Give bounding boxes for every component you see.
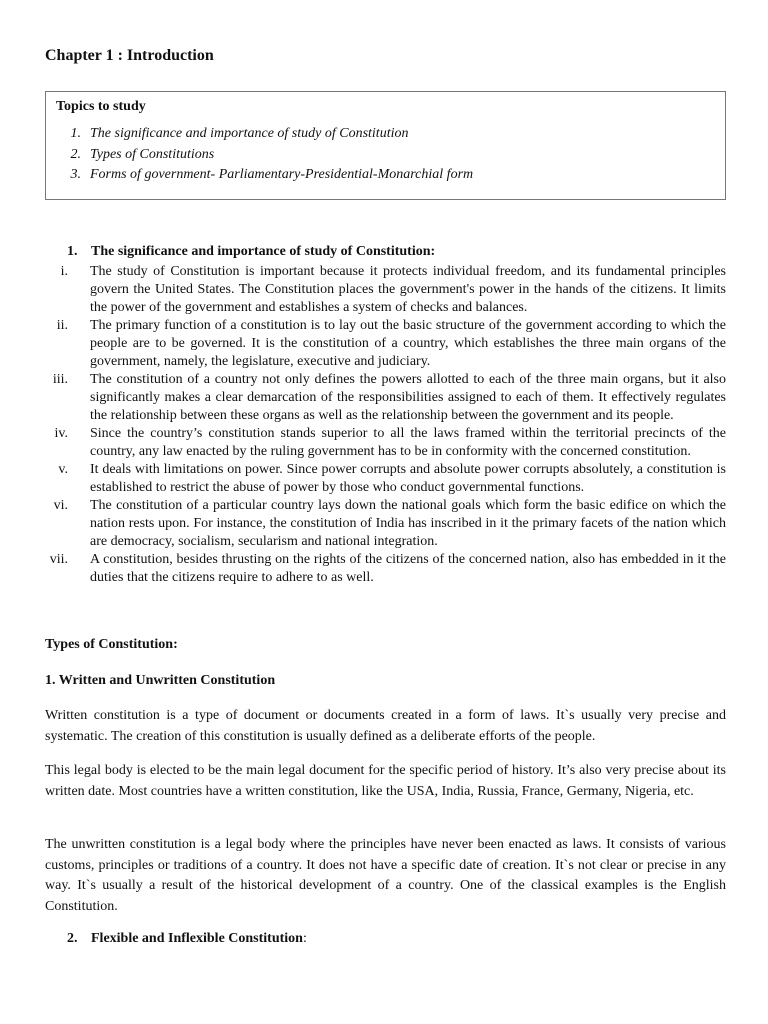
list-item: [45, 317, 726, 371]
topics-list: [46, 124, 473, 186]
item-number: v.: [58, 462, 68, 477]
significance-list: [45, 263, 726, 587]
list-item: [45, 425, 726, 461]
list-item: [46, 145, 473, 166]
list-item: [45, 461, 726, 497]
item-text: Types of Constitutions: [90, 146, 215, 162]
item-text: The primary function of a constitution is to lay out the basic structure of the government according to which the people are to be governed. It is the constitution of a country, which establishes the three main organs of the government, namely, the legislature, executive and judiciary.: [90, 318, 726, 369]
list-item: [45, 497, 726, 551]
item-text: The significance and importance of study of Constitution: [90, 126, 409, 141]
item-number: iv.: [54, 426, 68, 441]
list-item: [45, 551, 726, 587]
topics-heading: Topics to study: [56, 99, 146, 114]
page-title: Chapter 1 : Introduction: [45, 47, 214, 64]
paragraph: Written constitution is a type of document or documents created in a form of laws. It`s usually very precise and systematic. The creation of this constitution is usually defined as a deliberate efforts of the people.: [45, 708, 726, 744]
section-heading: [67, 244, 435, 260]
types-heading: Types of Constitution:: [45, 637, 178, 652]
paragraph: The unwritten constitution is a legal body where the principles have never been enacted as laws. It consists of various customs, principles or traditions of a country. It does not have a specific date of creation. It`s not clear or precise in any way. It`s usually a result of the historical development of a country. One of the classical examples is the English Constitution.: [45, 837, 726, 914]
item-text: Forms of government- Parliamentary-Presidential-Monarchial form: [90, 167, 474, 182]
list-item: [46, 165, 473, 186]
list-item: [45, 371, 726, 425]
flexible-heading: [67, 929, 748, 950]
paragraph: This legal body is elected to be the main legal document for the specific period of history. It’s also very precise about its written date. Most countries have a written constitution, like the USA, India, Russia, France, Germany, Nigeria, etc.: [45, 763, 726, 799]
item-number: iii.: [52, 372, 68, 387]
item-number: 3.: [70, 167, 81, 182]
item-number: 2.: [70, 146, 81, 162]
item-text: The study of Constitution is important because it protects individual freedom, and its fundamental principles govern the United States. The Constitution places the government's power in the hands of the citizens. It limits the power of the government and establishes a system of checks and balances.: [90, 264, 726, 315]
topics-box: [45, 91, 726, 200]
written-heading: 1. Written and Unwritten Constitution: [45, 673, 276, 688]
item-number: ii.: [56, 318, 68, 333]
item-text: The constitution of a particular country lays down the national goals which form the basic edifice on which the nation rests upon. For instance, the constitution of India has inscribed in it the primary facets of the nation which are democracy, socialism, secularism and national integration.: [90, 498, 726, 549]
item-text: The constitution of a country not only defines the powers allotted to each of the three main organs, but it also significantly makes a clear demarcation of the responsibilities assigned to each of them. It effectively regulates the relationship between these organs as well as the relationship between the government and its people.: [90, 372, 726, 423]
list-item: [46, 124, 473, 145]
colon: :: [302, 931, 307, 946]
list-item: [45, 263, 726, 317]
item-number: 1.: [70, 126, 81, 141]
item-number: vi.: [53, 498, 68, 513]
section-number: 1.: [67, 244, 78, 259]
item-text: Since the country’s constitution stands superior to all the laws framed within the territorial precincts of the country, any law enacted by the ruling government has to be in conformity with the concerned constitution.: [90, 426, 726, 459]
section-title: The significance and importance of study of Constitution:: [91, 244, 436, 259]
item-text: A constitution, besides thrusting on the rights of the citizens of the concerned nation, also has embedded in it the duties that the citizens require to adhere to as well.: [90, 552, 726, 585]
item-number: i.: [60, 264, 68, 279]
section-title: Flexible and Inflexible Constitution: [91, 931, 303, 946]
item-text: It deals with limitations on power. Since power corrupts and absolute power corrupts absolutely, a constitution is established to restrict the abuse of power by those who conduct governmental functions.: [90, 462, 726, 495]
item-number: vii.: [49, 552, 68, 567]
section-number: 2.: [67, 931, 78, 946]
